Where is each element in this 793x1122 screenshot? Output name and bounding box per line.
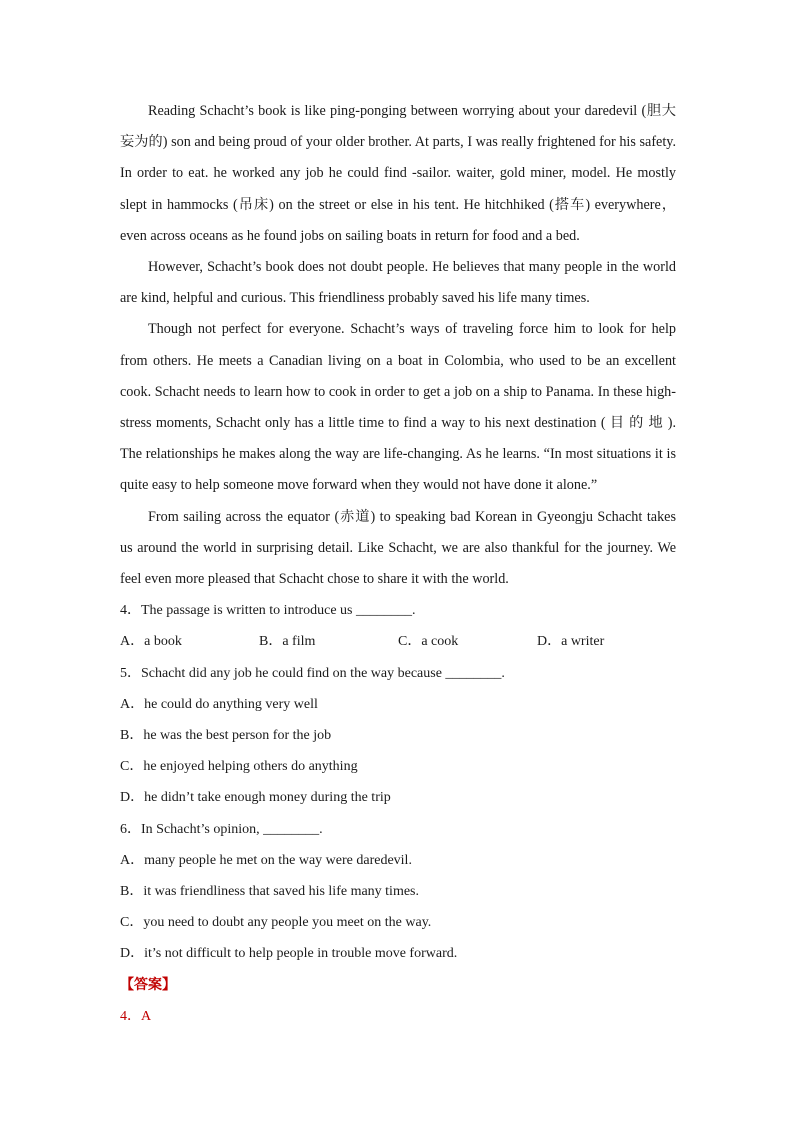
question-4-stem: 4．The passage is written to introduce us ________. [120,603,416,619]
passage-paragraph-3: Though not perfect for everyone. Schacht’s ways of traveling force him to look for help from others. He meets a Canadian living on a boat in Colombia, who used to be an excellent cook. Schacht needs to learn how to cook in order to get a job on a ship to Panama. In these high-stress moments, Schacht only has a little time to find a way to his next destination ( 目 的 地 ). The relationships he makes along the way are life-changing. As he learns. “In most situations it is quite easy to help someone move forward when they would not have done it alone.” [120,321,676,494]
question-4-option-c: C．a cook [398,634,459,650]
question-6-option-d: D．it’s not difficult to help people in trouble move forward. [120,946,458,962]
question-4-option-a: A．a book [120,634,182,650]
answer-line-4: 4．A [120,1008,152,1024]
question-5-option-a: A．he could do anything very well [120,696,318,712]
question-5-option-b: B．he was the best person for the job [120,728,332,744]
question-4-option-b: B．a film [259,634,316,650]
question-4-options [120,626,676,657]
question-5-option-d: D．he didn’t take enough money during the trip [120,790,391,806]
answer-heading: 【答案】 [120,976,176,993]
question-6-option-c: C．you need to doubt any people you meet on the way. [120,915,432,931]
passage-paragraph-4: From sailing across the equator (赤道) to speaking bad Korean in Gyeongju Schacht takes us around the world in surprising detail. Like Schacht, we are also thankful for the journey. We feel even more pleased that Schacht chose to share it with the world. [120,508,676,588]
document-page [120,96,676,1032]
question-5-option-c: C．he enjoyed helping others do anything [120,759,358,775]
question-6-option-a: A．many people he met on the way were daredevil. [120,852,412,868]
question-6-stem: 6．In Schacht’s opinion, ________. [120,821,323,837]
question-6-option-b: B．it was friendliness that saved his life many times. [120,884,420,900]
question-4-option-d: D．a writer [537,634,605,650]
passage-paragraph-2: However, Schacht’s book does not doubt people. He believes that many people in the world are kind, helpful and curious. This friendliness probably saved his life many times. [120,259,676,307]
passage-paragraph-1: Reading Schacht’s book is like ping-ponging between worrying about your daredevil (胆大妄为的) son and being proud of your older brother. At parts, I was really frightened for his safety. In order to eat. he worked any job he could find -sailor. waiter, gold miner, model. He mostly slept in hammocks (吊床) on the street or else in his tent. He hitchhiked (搭车) everywhere，even across oceans as he found jobs on sailing boats in return for food and a bed. [120,103,676,244]
question-5-stem: 5．Schacht did any job he could find on the way because ________. [120,665,505,681]
